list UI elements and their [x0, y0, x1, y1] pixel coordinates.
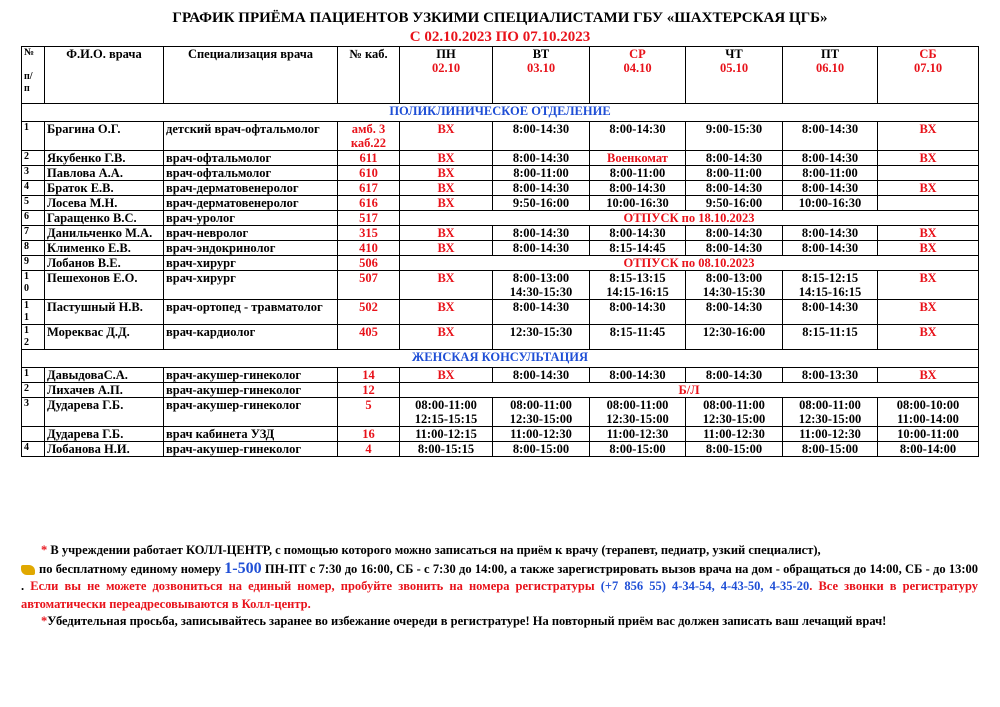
doctor-specialization: врач-акушер-гинеколог: [164, 383, 338, 398]
row-number: 7: [22, 226, 45, 241]
room-number: 506: [338, 256, 400, 271]
day-hours: ВХ: [878, 226, 979, 241]
day-hours: ВХ: [400, 151, 493, 166]
doctor-specialization: врач-акушер-гинеколог: [164, 398, 338, 427]
day-name: СБ: [919, 47, 937, 61]
table-row: [22, 151, 979, 166]
day-hours: 10:00-16:30: [783, 196, 878, 211]
day-hours: 8:00-14:30: [493, 181, 590, 196]
footer-notes: [21, 542, 978, 631]
day-hours: ВХ: [878, 368, 979, 383]
col-header-day-2: [590, 47, 686, 104]
day-hours: 8:00-14:30: [686, 181, 783, 196]
day-hours: 8:00-14:30: [493, 300, 590, 325]
doctor-name: Дударева Г.Б.: [45, 398, 164, 427]
room-number: амб. 3 каб.22: [338, 122, 400, 151]
day-hours: 8:00-11:00: [686, 166, 783, 181]
row-number: 6: [22, 211, 45, 226]
day-hours: 08:00-11:00 12:30-15:00: [590, 398, 686, 427]
day-name: ВТ: [532, 47, 550, 61]
day-hours: ВХ: [878, 325, 979, 350]
col-header-day-1: [493, 47, 590, 104]
day-hours: ВХ: [400, 241, 493, 256]
table-row: [22, 368, 979, 383]
day-hours: 8:00-14:30: [590, 181, 686, 196]
day-hours: ВХ: [878, 122, 979, 151]
doctor-specialization: врач-ортопед - травматолог: [164, 300, 338, 325]
room-number: 12: [338, 383, 400, 398]
doctor-name: Пастушный Н.В.: [45, 300, 164, 325]
day-hours: Военкомат: [590, 151, 686, 166]
row-number: [22, 427, 45, 442]
doctor-specialization: врач кабинета УЗД: [164, 427, 338, 442]
section-polyclinic: [22, 104, 979, 122]
row-number: 1 2: [22, 325, 45, 350]
day-hours: 11:00-12:15: [400, 427, 493, 442]
day-hours: 8:00-15:00: [783, 442, 878, 457]
room-number: 410: [338, 241, 400, 256]
section-womens-consultation: [22, 350, 979, 368]
doctor-specialization: врач-дерматовенеролог: [164, 196, 338, 211]
day-hours: ВХ: [400, 122, 493, 151]
day-name: ЧТ: [725, 47, 743, 61]
merged-status: Б/Л: [400, 383, 979, 398]
room-number: 5: [338, 398, 400, 427]
day-hours: 08:00-11:00 12:30-15:00: [686, 398, 783, 427]
day-hours: ВХ: [878, 271, 979, 300]
table-row: [22, 383, 979, 398]
day-name: СР: [629, 47, 646, 61]
table-row: [22, 211, 979, 226]
day-hours: 8:00-14:30: [783, 151, 878, 166]
day-hours: 8:15-11:15: [783, 325, 878, 350]
day-hours: 08:00-11:00 12:15-15:15: [400, 398, 493, 427]
col-header-spec: Специализация врача: [164, 47, 338, 104]
day-hours: [878, 166, 979, 181]
doctor-name: Браток Е.В.: [45, 181, 164, 196]
doctor-specialization: врач-дерматовенеролог: [164, 181, 338, 196]
day-hours: 8:00-14:30: [686, 368, 783, 383]
day-hours: 8:00-13:30: [783, 368, 878, 383]
doctor-specialization: врач-акушер-гинеколог: [164, 442, 338, 457]
day-hours: 11:00-12:30: [590, 427, 686, 442]
row-number: 1 1: [22, 300, 45, 325]
day-hours: ВХ: [878, 241, 979, 256]
callcenter-text: В учреждении работает КОЛЛ-ЦЕНТР, с помощью которого можно записаться на приём к врачу (терапевт, педиатр, узкий специалист),: [50, 543, 821, 557]
day-date: 03.10: [526, 61, 556, 75]
doctor-name: ДавыдоваС.А.: [45, 368, 164, 383]
day-hours: 8:15-14:45: [590, 241, 686, 256]
doctor-name: Лосева М.Н.: [45, 196, 164, 211]
col-header-day-5: [878, 47, 979, 104]
day-hours: ВХ: [400, 368, 493, 383]
day-hours: ВХ: [400, 271, 493, 300]
day-hours: 9:50-16:00: [686, 196, 783, 211]
day-hours: 8:15-13:15 14:15-16:15: [590, 271, 686, 300]
row-number: 4: [22, 442, 45, 457]
day-date: 02.10: [431, 61, 461, 75]
day-date: 07.10: [913, 61, 943, 75]
advance-text: Убедительная просьба, записывайтесь заранее во избежание очереди в регистратуре! На повторный приём вас должен записать ваш лечащий врач!: [47, 614, 887, 628]
col-header-day-3: [686, 47, 783, 104]
day-hours: 11:00-12:30: [783, 427, 878, 442]
doctor-specialization: врач-офтальмолог: [164, 151, 338, 166]
day-hours: 10:00-16:30: [590, 196, 686, 211]
day-hours: 08:00-10:00 11:00-14:00: [878, 398, 979, 427]
callcenter-number: 1-500: [224, 559, 262, 577]
doctor-specialization: врач-уролог: [164, 211, 338, 226]
table-row: [22, 181, 979, 196]
day-hours: 8:00-11:00: [493, 166, 590, 181]
day-hours: 8:00-14:30: [493, 368, 590, 383]
day-hours: 08:00-11:00 12:30-15:00: [783, 398, 878, 427]
day-date: 04.10: [623, 61, 652, 75]
doctor-name: Дударева Г.Б.: [45, 427, 164, 442]
day-hours: 12:30-16:00: [686, 325, 783, 350]
doctor-specialization: врач-эндокринолог: [164, 241, 338, 256]
col-header-day-0: [400, 47, 493, 104]
day-hours: 8:00-11:00: [590, 166, 686, 181]
day-hours: 8:00-14:30: [590, 300, 686, 325]
doctor-specialization: врач-кардиолог: [164, 325, 338, 350]
col-header-room: № каб.: [338, 47, 400, 104]
day-hours: 8:00-14:30: [590, 226, 686, 241]
schedule-table: [21, 46, 979, 457]
room-number: 315: [338, 226, 400, 241]
table-row: [22, 256, 979, 271]
table-row: [22, 226, 979, 241]
table-row: [22, 241, 979, 256]
header-row: [22, 47, 979, 104]
table-row: [22, 325, 979, 350]
day-hours: 8:00-14:30: [493, 241, 590, 256]
row-number: 1: [22, 122, 45, 151]
doctor-specialization: врач-офтальмолог: [164, 166, 338, 181]
day-hours: ВХ: [878, 151, 979, 166]
doctor-name: Гаращенко В.С.: [45, 211, 164, 226]
merged-status: ОТПУСК по 08.10.2023: [400, 256, 979, 271]
registry-note: Если вы не можете дозвониться на единый номер, пробуйте звонить на номера регистратуры: [30, 579, 601, 593]
day-hours: 8:00-13:00 14:30-15:30: [493, 271, 590, 300]
doctor-specialization: врач-невролог: [164, 226, 338, 241]
day-hours: 8:00-14:30: [493, 226, 590, 241]
doctor-specialization: врач-хирург: [164, 271, 338, 300]
day-hours: 10:00-11:00: [878, 427, 979, 442]
day-name: ПТ: [820, 47, 840, 61]
callcenter-note: [21, 542, 978, 613]
day-hours: 9:50-16:00: [493, 196, 590, 211]
day-hours: 8:00-11:00: [783, 166, 878, 181]
redirect-note: . Все звонки в регистратуру автоматически переадресовываются в Колл-центр.: [21, 579, 979, 611]
row-number: 3: [22, 398, 45, 427]
table-row: [22, 442, 979, 457]
day-hours: 8:00-14:30: [493, 122, 590, 151]
day-hours: 8:15-11:45: [590, 325, 686, 350]
day-hours: 8:00-14:30: [686, 151, 783, 166]
doctor-name: Мореквас Д.Д.: [45, 325, 164, 350]
room-number: 4: [338, 442, 400, 457]
row-number: 8: [22, 241, 45, 256]
day-hours: ВХ: [400, 226, 493, 241]
day-hours: 8:00-14:30: [686, 241, 783, 256]
day-hours: 8:00-14:30: [783, 181, 878, 196]
row-number: 1: [22, 368, 45, 383]
col-header-day-4: [783, 47, 878, 104]
day-hours: 8:00-13:00 14:30-15:30: [686, 271, 783, 300]
doctor-specialization: врач-акушер-гинеколог: [164, 368, 338, 383]
room-number: 616: [338, 196, 400, 211]
table-row: [22, 398, 979, 427]
doctor-name: Данильченко М.А.: [45, 226, 164, 241]
doctor-name: Пешехонов Е.О.: [45, 271, 164, 300]
day-hours: 8:00-14:30: [590, 122, 686, 151]
day-hours: 8:00-14:30: [686, 226, 783, 241]
phone-icon: [21, 565, 35, 575]
day-hours: 8:00-15:00: [590, 442, 686, 457]
day-hours: 11:00-12:30: [686, 427, 783, 442]
doctor-specialization: детский врач-офтальмолог: [164, 122, 338, 151]
room-number: 617: [338, 181, 400, 196]
day-name: ПН: [436, 47, 456, 61]
section-title: ЖЕНСКАЯ КОНСУЛЬТАЦИЯ: [22, 350, 979, 368]
day-hours: 8:00-14:30: [686, 300, 783, 325]
table-row: [22, 122, 979, 151]
row-number: 3: [22, 166, 45, 181]
doctor-name: Клименко Е.В.: [45, 241, 164, 256]
asterisk: *: [41, 543, 51, 557]
registry-phones: (+7 856 55) 4-34-54, 4-43-50, 4-35-20: [600, 579, 810, 593]
table-row: [22, 166, 979, 181]
day-hours: 8:15-12:15 14:15-16:15: [783, 271, 878, 300]
day-hours: 08:00-11:00 12:30-15:00: [493, 398, 590, 427]
doctor-specialization: врач-хирург: [164, 256, 338, 271]
table-row: [22, 196, 979, 211]
room-number: 14: [338, 368, 400, 383]
day-date: 05.10: [719, 61, 749, 75]
row-number: 2: [22, 383, 45, 398]
doctor-name: Павлова А.А.: [45, 166, 164, 181]
day-date: 06.10: [815, 61, 845, 75]
day-hours: 8:00-14:30: [783, 241, 878, 256]
room-number: 405: [338, 325, 400, 350]
day-hours: ВХ: [878, 181, 979, 196]
callcenter-number-label: по бесплатному единому номеру: [39, 561, 225, 576]
row-number: 1 0: [22, 271, 45, 300]
doctor-name: Лобанов В.Е.: [45, 256, 164, 271]
day-hours: 8:00-15:00: [686, 442, 783, 457]
page-title: ГРАФИК ПРИЁМА ПАЦИЕНТОВ УЗКИМИ СПЕЦИАЛИСТАМИ ГБУ «ШАХТЕРСКАЯ ЦГБ»: [172, 10, 828, 26]
col-header-name: Ф.И.О. врача: [45, 47, 164, 104]
day-hours: 8:00-14:30: [783, 300, 878, 325]
row-number: 4: [22, 181, 45, 196]
col-header-num: № п/ п: [22, 47, 45, 104]
day-hours: 8:00-15:00: [493, 442, 590, 457]
page-subtitle: С 02.10.2023 ПО 07.10.2023: [409, 29, 591, 45]
section-title: ПОЛИКЛИНИЧЕСКОЕ ОТДЕЛЕНИЕ: [22, 104, 979, 122]
merged-status: ОТПУСК по 18.10.2023: [400, 211, 979, 226]
room-number: 517: [338, 211, 400, 226]
doctor-name: Лихачев А.П.: [45, 383, 164, 398]
day-hours: ВХ: [878, 300, 979, 325]
day-hours: 8:00-14:00: [878, 442, 979, 457]
day-hours: ВХ: [400, 325, 493, 350]
day-hours: ВХ: [400, 300, 493, 325]
day-hours: 8:00-15:15: [400, 442, 493, 457]
callcenter-hours: ПН-ПТ с 7:30 до 16:00, СБ - с 7:30 до 14:00, а также зарегистрировать вызов врача на дом - обращаться до 14:00, СБ - до 13:00 .: [21, 561, 978, 593]
room-number: 610: [338, 166, 400, 181]
row-number: 5: [22, 196, 45, 211]
table-row: [22, 271, 979, 300]
table-row: [22, 427, 979, 442]
day-hours: 11:00-12:30: [493, 427, 590, 442]
day-hours: 8:00-14:30: [783, 122, 878, 151]
table-row: [22, 300, 979, 325]
day-hours: ВХ: [400, 181, 493, 196]
row-number: 2: [22, 151, 45, 166]
day-hours: 8:00-14:30: [590, 368, 686, 383]
day-hours: [878, 196, 979, 211]
day-hours: ВХ: [400, 196, 493, 211]
room-number: 16: [338, 427, 400, 442]
doctor-name: Лобанова Н.И.: [45, 442, 164, 457]
room-number: 611: [338, 151, 400, 166]
row-number: 9: [22, 256, 45, 271]
doctor-name: Брагина О.Г.: [45, 122, 164, 151]
day-hours: 12:30-15:30: [493, 325, 590, 350]
room-number: 507: [338, 271, 400, 300]
advance-note: [21, 613, 978, 631]
day-hours: 8:00-14:30: [493, 151, 590, 166]
day-hours: 8:00-14:30: [783, 226, 878, 241]
doctor-name: Якубенко Г.В.: [45, 151, 164, 166]
day-hours: ВХ: [400, 166, 493, 181]
asterisk-2: *: [41, 614, 48, 628]
room-number: 502: [338, 300, 400, 325]
day-hours: 9:00-15:30: [686, 122, 783, 151]
